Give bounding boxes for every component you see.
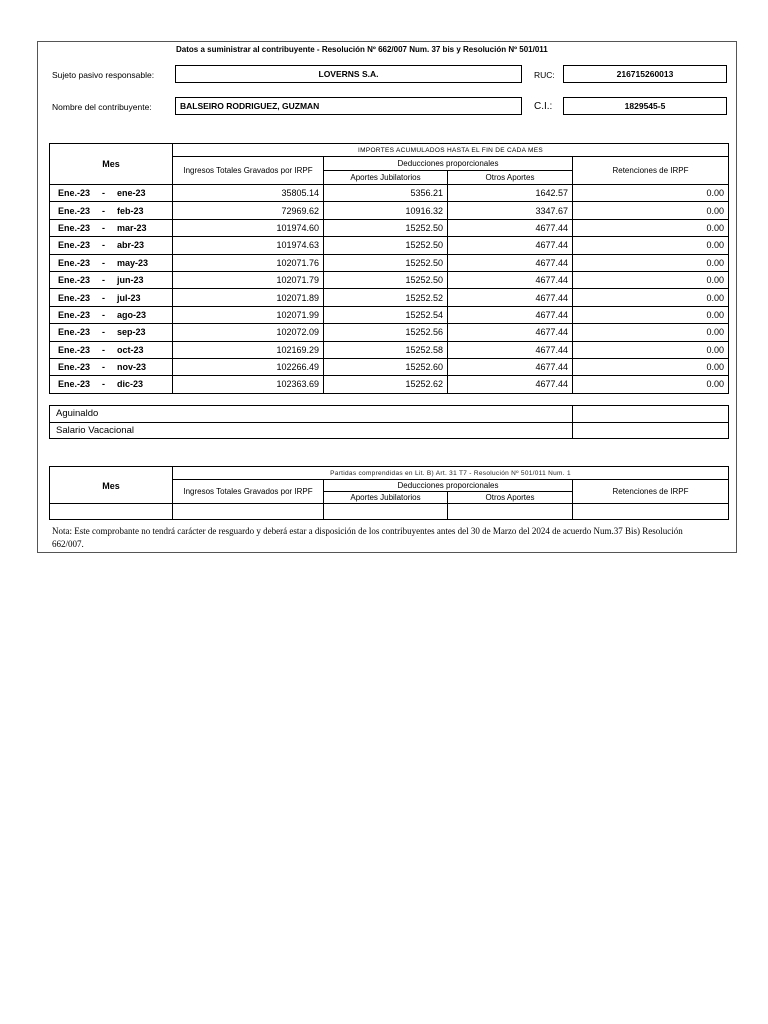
aportes-cell: 15252.56	[324, 324, 448, 341]
aportes-cell: 15252.50	[324, 271, 448, 288]
otros-cell: 1642.57	[448, 185, 573, 202]
ingresos-cell: 102071.99	[173, 306, 324, 323]
mes-desde: Ene.-23	[58, 309, 91, 320]
table-row	[50, 185, 729, 202]
otros-cell: 4677.44	[448, 289, 573, 306]
mes-hasta: dic-23	[117, 379, 144, 390]
mes-separator: -	[102, 309, 105, 320]
importes-header: IMPORTES ACUMULADOS HASTA EL FIN DE CADA MES	[173, 144, 729, 157]
mes-cell	[50, 237, 173, 254]
mes-cell	[50, 289, 173, 306]
mes-cell	[50, 341, 173, 358]
sujeto-label: Sujeto pasivo responsable:	[52, 70, 155, 80]
mes-separator: -	[102, 188, 105, 199]
aportes-cell: 5356.21	[324, 185, 448, 202]
aportes-cell: 15252.54	[324, 306, 448, 323]
retenciones-cell: 0.00	[573, 219, 729, 236]
aportes-cell: 15252.50	[324, 237, 448, 254]
ingresos-header-2: Ingresos Totales Gravados por IRPF	[173, 480, 324, 504]
aportes-cell: 15252.58	[324, 341, 448, 358]
salario-vacacional-value	[573, 422, 729, 439]
ruc-label: RUC:	[534, 70, 555, 80]
mes-hasta: ene-23	[117, 188, 146, 199]
mes-hasta: may-23	[117, 257, 149, 268]
table-row	[50, 254, 729, 271]
mes-cell	[50, 202, 173, 219]
mes-cell	[50, 358, 173, 375]
empty-cell	[173, 504, 324, 520]
otros-cell: 4677.44	[448, 341, 573, 358]
retenciones-cell: 0.00	[573, 202, 729, 219]
mes-cell	[50, 219, 173, 236]
otros-cell: 4677.44	[448, 306, 573, 323]
retenciones-cell: 0.00	[573, 341, 729, 358]
otros-cell: 4677.44	[448, 271, 573, 288]
table-row	[50, 376, 729, 393]
mes-desde: Ene.-23	[58, 205, 91, 216]
ingresos-cell: 72969.62	[173, 202, 324, 219]
importes-table	[49, 143, 729, 394]
aportes-cell: 15252.62	[324, 376, 448, 393]
aportes-cell: 15252.50	[324, 254, 448, 271]
empty-cell	[50, 504, 173, 520]
aguinaldo-value	[573, 406, 729, 423]
otros-header-2: Otros Aportes	[448, 492, 573, 504]
retenciones-cell: 0.00	[573, 271, 729, 288]
nota-text: Nota: Este comprobante no tendrá carácter de resguardo y deberá estar a disposición de los contribuyentes antes del 30 de Marzo del 2024 de acuerdo Num.37 Bis) Resolución 662/007.	[52, 526, 683, 549]
aportes-cell: 15252.50	[324, 219, 448, 236]
empty-cell	[324, 504, 448, 520]
table-row	[50, 271, 729, 288]
mes-header-2: Mes	[50, 467, 173, 504]
mes-hasta: feb-23	[117, 205, 144, 216]
aportes-cell: 15252.52	[324, 289, 448, 306]
retenciones-cell: 0.00	[573, 289, 729, 306]
mes-hasta: jun-23	[117, 275, 144, 286]
mes-hasta: abr-23	[117, 240, 145, 251]
ingresos-cell: 35805.14	[173, 185, 324, 202]
ingresos-cell: 102071.89	[173, 289, 324, 306]
mes-separator: -	[102, 292, 105, 303]
retenciones-header: Retenciones de IRPF	[573, 157, 729, 185]
mes-hasta: ago-23	[117, 309, 147, 320]
ingresos-header: Ingresos Totales Gravados por IRPF	[173, 157, 324, 185]
mes-desde: Ene.-23	[58, 188, 91, 199]
mes-desde: Ene.-23	[58, 222, 91, 233]
deducciones-header-2: Deducciones proporcionales	[324, 480, 573, 492]
otros-cell: 4677.44	[448, 376, 573, 393]
mes-hasta: jul-23	[117, 292, 141, 303]
table-row	[50, 306, 729, 323]
ingresos-cell: 102071.79	[173, 271, 324, 288]
ci-label: C.I.:	[534, 101, 553, 112]
mes-cell	[50, 306, 173, 323]
table-row	[50, 219, 729, 236]
retenciones-cell: 0.00	[573, 306, 729, 323]
empty-cell	[448, 504, 573, 520]
mes-separator: -	[102, 275, 105, 286]
mes-separator: -	[102, 240, 105, 251]
mes-separator: -	[102, 257, 105, 268]
aportes-cell: 10916.32	[324, 202, 448, 219]
table-row	[50, 341, 729, 358]
aportes-cell: 15252.60	[324, 358, 448, 375]
otros-cell: 4677.44	[448, 254, 573, 271]
retenciones-cell: 0.00	[573, 185, 729, 202]
sujeto-value: LOVERNS S.A.	[175, 65, 522, 83]
mes-desde: Ene.-23	[58, 362, 91, 373]
mes-desde: Ene.-23	[58, 379, 91, 390]
mes-hasta: oct-23	[117, 344, 144, 355]
ingresos-cell: 102266.49	[173, 358, 324, 375]
partidas-table	[49, 466, 729, 520]
table-row	[50, 358, 729, 375]
empty-cell	[573, 504, 729, 520]
mes-cell	[50, 254, 173, 271]
mes-desde: Ene.-23	[58, 327, 91, 338]
nombre-value: BALSEIRO RODRIGUEZ, GUZMAN	[175, 97, 522, 115]
mes-desde: Ene.-23	[58, 257, 91, 268]
mes-desde: Ene.-23	[58, 240, 91, 251]
mes-desde: Ene.-23	[58, 275, 91, 286]
mes-cell	[50, 324, 173, 341]
otros-header: Otros Aportes	[448, 171, 573, 185]
aportes-header-2: Aportes Jubilatorios	[324, 492, 448, 504]
ci-value: 1829545-5	[563, 97, 727, 115]
table-row	[50, 202, 729, 219]
ingresos-cell: 102072.09	[173, 324, 324, 341]
mes-hasta: nov-23	[117, 362, 147, 373]
ingresos-cell: 101974.60	[173, 219, 324, 236]
ingresos-cell: 101974.63	[173, 237, 324, 254]
partidas-header: Partidas comprendidas en Lit. B) Art. 31 T7 - Resolución Nº 501/011 Num. 1	[173, 467, 729, 480]
aguinaldo-label: Aguinaldo	[50, 406, 573, 423]
mes-separator: -	[102, 222, 105, 233]
ruc-value: 216715260013	[563, 65, 727, 83]
ingresos-cell: 102169.29	[173, 341, 324, 358]
mes-desde: Ene.-23	[58, 344, 91, 355]
mes-separator: -	[102, 205, 105, 216]
retenciones-cell: 0.00	[573, 237, 729, 254]
otros-cell: 4677.44	[448, 358, 573, 375]
retenciones-cell: 0.00	[573, 376, 729, 393]
mes-cell	[50, 185, 173, 202]
mes-separator: -	[102, 379, 105, 390]
deducciones-header: Deducciones proporcionales	[324, 157, 573, 171]
retenciones-cell: 0.00	[573, 324, 729, 341]
otros-cell: 4677.44	[448, 219, 573, 236]
ingresos-cell: 102363.69	[173, 376, 324, 393]
mes-separator: -	[102, 344, 105, 355]
retenciones-cell: 0.00	[573, 254, 729, 271]
table-row	[50, 324, 729, 341]
salario-vacacional-label: Salario Vacacional	[50, 422, 573, 439]
mes-separator: -	[102, 327, 105, 338]
aportes-header: Aportes Jubilatorios	[324, 171, 448, 185]
mes-desde: Ene.-23	[58, 292, 91, 303]
nombre-label: Nombre del contribuyente:	[52, 102, 152, 112]
otros-cell: 4677.44	[448, 237, 573, 254]
document-title: Datos a suministrar al contribuyente - Resolución Nº 662/007 Num. 37 bis y Resolución Nº 501/011	[176, 45, 548, 54]
mes-hasta: sep-23	[117, 327, 146, 338]
mes-cell	[50, 376, 173, 393]
retenciones-header-2: Retenciones de IRPF	[573, 480, 729, 504]
otros-cell: 4677.44	[448, 324, 573, 341]
mes-cell	[50, 271, 173, 288]
ingresos-cell: 102071.76	[173, 254, 324, 271]
table-row	[50, 289, 729, 306]
mes-header: Mes	[50, 144, 173, 185]
table-row	[50, 237, 729, 254]
otros-cell: 3347.67	[448, 202, 573, 219]
retenciones-cell: 0.00	[573, 358, 729, 375]
mes-hasta: mar-23	[117, 222, 147, 233]
mes-separator: -	[102, 362, 105, 373]
extra-table	[49, 405, 729, 439]
